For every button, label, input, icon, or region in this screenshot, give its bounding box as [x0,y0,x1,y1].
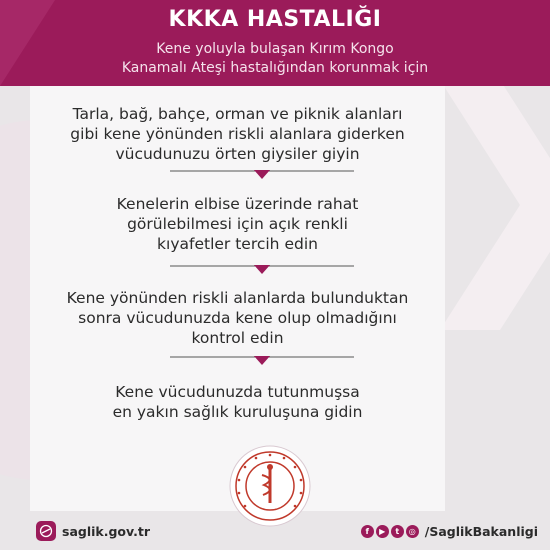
tip-line: kıyafetler tercih edin [157,235,318,253]
tip-1 [30,104,445,164]
instagram-icon[interactable]: ◎ [406,525,419,538]
social-links [361,521,538,541]
tip-2 [30,194,445,254]
facebook-icon[interactable]: f [361,525,374,538]
tip-line: Kenelerin elbise üzerinde rahat [116,195,359,213]
tip-line: Kene yönünden riskli alanlarda bulunduktan [66,289,409,307]
twitter-icon[interactable]: t [391,525,404,538]
tip-line: kontrol edin [191,329,284,347]
tip-line: sonra vücudunuzda kene olup olmadığını [78,309,397,327]
footer [0,511,550,550]
tip-line: vücudunuzu örten giysiler giyin [115,145,360,163]
subtitle-line: Kene yoluyla bulaşan Kırım Kongo [156,41,394,57]
divider-arrow [170,356,354,368]
header-banner [0,0,550,86]
tip-4 [30,382,445,422]
subtitle-line: Kanamalı Ateşi hastalığından korunmak için [121,60,429,76]
page-subtitle [0,40,550,78]
divider-arrow [170,265,354,277]
tip-line: Kene vücudunuzda tutunmuşsa [115,383,360,401]
tip-line: gibi kene yönünden riskli alanlara giderken [70,125,405,143]
divider-arrow [170,170,354,182]
tip-line: görülebilmesi için açık renkli [127,215,348,233]
background-chevron-decoration [440,80,550,330]
tip-line: Tarla, bağ, bahçe, orman ve piknik alanları [72,105,403,123]
website-text[interactable]: saglik.gov.tr [62,523,151,539]
website-link[interactable] [36,521,150,541]
globe-icon [36,521,56,541]
tip-3 [30,288,445,348]
youtube-icon[interactable]: ▶ [376,525,389,538]
page-title: KKKA HASTALIĞI [168,7,382,32]
social-handle[interactable]: /SaglikBakanligi [424,523,538,539]
tip-line: en yakın sağlık kuruluşuna gidin [112,403,363,421]
